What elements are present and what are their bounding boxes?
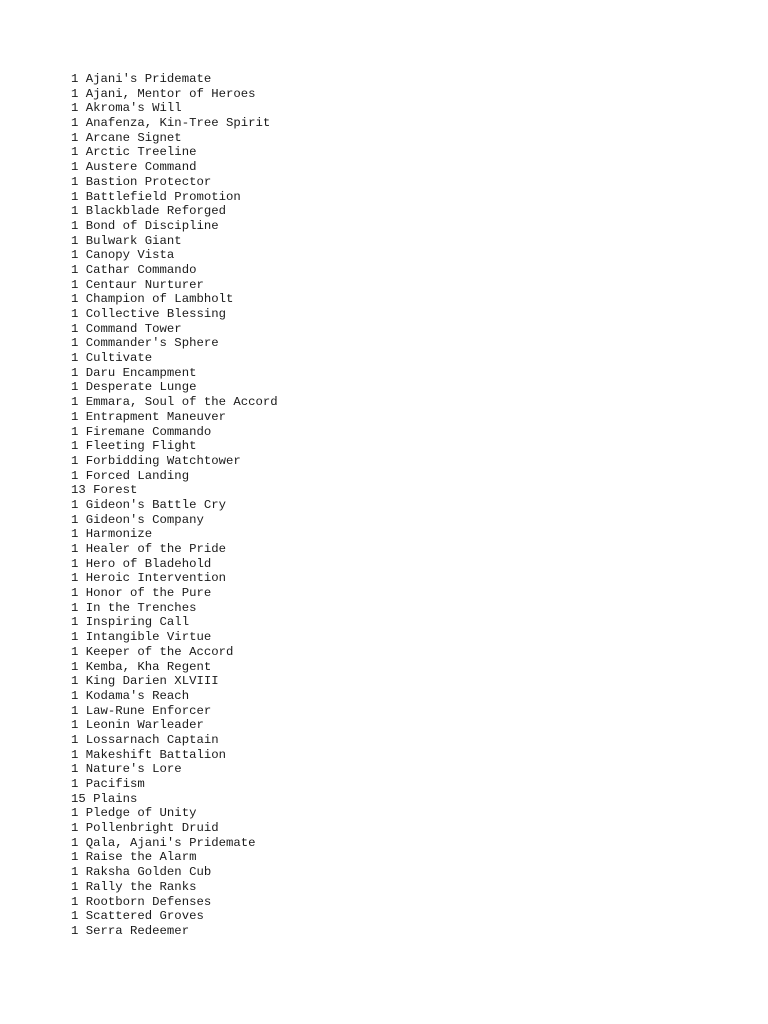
card-entry: 1 Honor of the Pure <box>71 586 212 601</box>
card-entry: 1 Rally the Ranks <box>71 879 197 894</box>
card-entry: 1 Firemane Commando <box>71 424 212 439</box>
card-entry: 1 Cultivate <box>71 351 153 366</box>
card-entry: 1 Ajani's Pridemate <box>71 72 212 86</box>
card-entry: 1 Arcane Signet <box>71 130 182 145</box>
card-entry: 1 Pledge of Unity <box>71 806 197 821</box>
card-entry: 1 Pollenbright Druid <box>71 821 219 836</box>
card-entry: 1 Champion of Lambholt <box>71 292 234 307</box>
card-entry: 1 In the Trenches <box>71 600 197 615</box>
card-entry: 1 Anafenza, Kin-Tree Spirit <box>71 116 271 131</box>
card-entry: 1 Qala, Ajani's Pridemate <box>71 835 256 850</box>
card-entry: 1 Bastion Protector <box>71 174 212 189</box>
card-entry: 1 Raksha Golden Cub <box>71 865 212 880</box>
card-entry: 1 Forbidding Watchtower <box>71 453 241 468</box>
card-entry: 1 Ajani, Mentor of Heroes <box>71 86 256 101</box>
card-entry: 1 Raise the Alarm <box>71 850 197 865</box>
card-entry: 1 Canopy Vista <box>71 248 175 263</box>
card-entry: 13 Forest <box>71 483 138 498</box>
card-entry: 1 Pacifism <box>71 777 145 791</box>
card-entry: 1 Akroma's Will <box>71 101 182 116</box>
card-entry: 1 Fleeting Flight <box>71 439 197 454</box>
card-entry: 1 Hero of Bladehold <box>71 556 212 571</box>
card-entry: 1 Commander's Sphere <box>71 336 219 351</box>
card-entry: 1 Keeper of the Accord <box>71 644 234 659</box>
card-entry: 1 Makeshift Battalion <box>71 747 226 762</box>
card-entry: 1 Blackblade Reforged <box>71 204 226 219</box>
card-entry: 1 Scattered Groves <box>71 909 204 924</box>
card-entry: 1 Intangible Virtue <box>71 630 212 645</box>
card-entry: 1 Healer of the Pride <box>71 542 226 556</box>
card-entry: 1 Bond of Discipline <box>71 218 219 233</box>
card-entry: 1 Nature's Lore <box>71 762 182 777</box>
card-entry: 15 Plains <box>71 791 138 806</box>
card-entry: 1 Kemba, Kha Regent <box>71 659 212 674</box>
card-entry: 1 Desperate Lunge <box>71 380 197 395</box>
card-entry: 1 Forced Landing <box>71 468 190 483</box>
card-entry: 1 Leonin Warleader <box>71 718 204 733</box>
card-entry: 1 Lossarnach Captain <box>71 732 219 747</box>
card-entry: 1 Serra Redeemer <box>71 923 190 938</box>
card-entry: 1 Collective Blessing <box>71 307 226 321</box>
card-entry: 1 Daru Encampment <box>71 365 197 380</box>
card-entry: 1 King Darien XLVIII <box>71 674 219 689</box>
card-entry: 1 Heroic Intervention <box>71 571 226 586</box>
card-entry: 1 Centaur Nurturer <box>71 277 204 292</box>
card-entry: 1 Entrapment Maneuver <box>71 409 226 424</box>
card-entry: 1 Bulwark Giant <box>71 233 182 248</box>
card-entry: 1 Emmara, Soul of the Accord <box>71 395 278 410</box>
card-entry: 1 Rootborn Defenses <box>71 894 212 909</box>
card-entry: 1 Inspiring Call <box>71 615 190 630</box>
card-entry: 1 Cathar Commando <box>71 262 197 277</box>
card-entry: 1 Command Tower <box>71 321 182 336</box>
card-entry: 1 Arctic Treeline <box>71 145 197 160</box>
card-entry: 1 Harmonize <box>71 527 153 542</box>
card-entry: 1 Gideon's Battle Cry <box>71 497 226 512</box>
card-entry: 1 Law-Rune Enforcer <box>71 703 212 718</box>
card-entry: 1 Battlefield Promotion <box>71 189 241 204</box>
card-entry: 1 Kodama's Reach <box>71 688 190 703</box>
card-entry: 1 Gideon's Company <box>71 512 204 527</box>
card-list <box>71 72 278 939</box>
card-entry: 1 Austere Command <box>71 160 197 175</box>
